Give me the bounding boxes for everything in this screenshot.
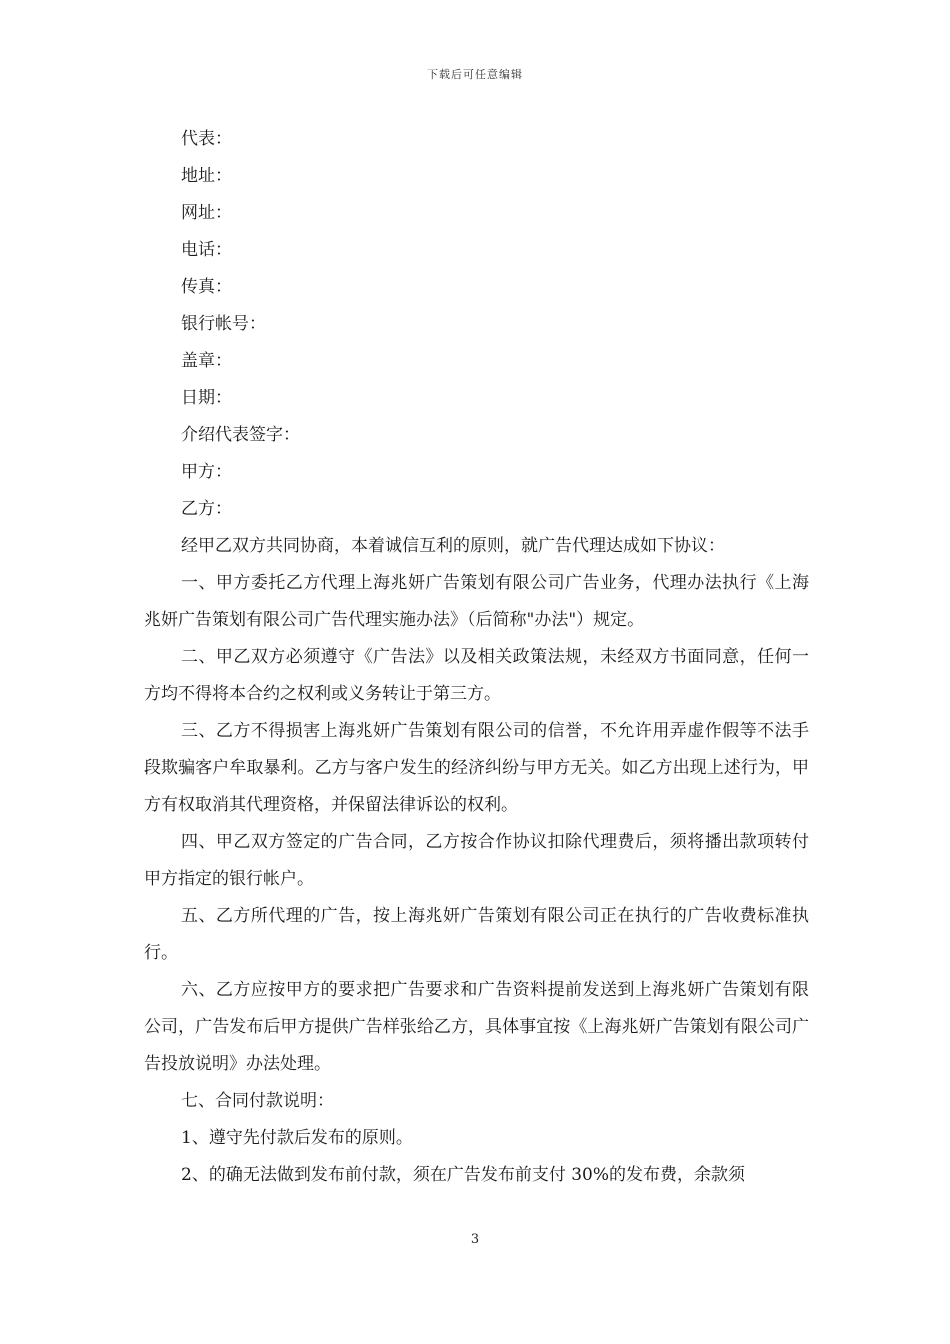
page-number: 3 bbox=[470, 1232, 480, 1247]
field-party-b: 乙方： bbox=[181, 499, 232, 519]
field-representative: 代表： bbox=[181, 129, 232, 149]
payment-item-1: 1、遵守先付款后发布的原则。 bbox=[181, 1128, 413, 1148]
field-address: 地址： bbox=[181, 166, 232, 186]
intro-paragraph: 经甲乙双方共同协商，本着诚信互利的原则，就广告代理达成如下协议： bbox=[181, 536, 725, 556]
page-header: 下载后可任意编辑 bbox=[427, 68, 523, 81]
clause-7: 七、合同付款说明： bbox=[181, 1091, 334, 1111]
clause-1: 一、甲方委托乙方代理上海兆妍广告策划有限公司广告业务，代理办法执行《上海兆妍广告策划有限公司广告代理实施办法》（后简称"办法"）规定。 bbox=[144, 573, 809, 630]
field-seal: 盖章： bbox=[181, 351, 232, 371]
field-bank-account: 银行帐号： bbox=[181, 314, 266, 334]
clause-2: 二、甲乙双方必须遵守《广告法》以及相关政策法规，未经双方书面同意，任何一方均不得将本合约之权利或义务转让于第三方。 bbox=[144, 647, 809, 704]
field-fax: 传真： bbox=[181, 277, 232, 297]
field-party-a: 甲方： bbox=[181, 462, 232, 482]
payment-item-2: 2、的确无法做到发布前付款，须在广告发布前支付 30%的发布费，余款须 bbox=[181, 1165, 746, 1185]
field-phone: 电话： bbox=[181, 240, 232, 260]
document-body bbox=[144, 121, 809, 1194]
clause-5: 五、乙方所代理的广告，按上海兆妍广告策划有限公司正在执行的广告收费标准执行。 bbox=[144, 906, 809, 963]
field-date: 日期： bbox=[181, 388, 232, 408]
clause-4: 四、甲乙双方签定的广告合同，乙方按合作协议扣除代理费后，须将播出款项转付甲方指定的银行帐户。 bbox=[144, 832, 809, 889]
clause-6: 六、乙方应按甲方的要求把广告要求和广告资料提前发送到上海兆妍广告策划有限公司，广告发布后甲方提供广告样张给乙方，具体事宜按《上海兆妍广告策划有限公司广告投放说明》办法处理。 bbox=[144, 980, 809, 1074]
field-website: 网址： bbox=[181, 203, 232, 223]
field-representative-signature: 介绍代表签字： bbox=[181, 425, 300, 445]
clause-3: 三、乙方不得损害上海兆妍广告策划有限公司的信誉，不允许用弄虚作假等不法手段欺骗客户牟取暴利。乙方与客户发生的经济纠纷与甲方无关。如乙方出现上述行为，甲方有权取消其代理资格，并保留法律诉讼的权利。 bbox=[144, 721, 809, 815]
